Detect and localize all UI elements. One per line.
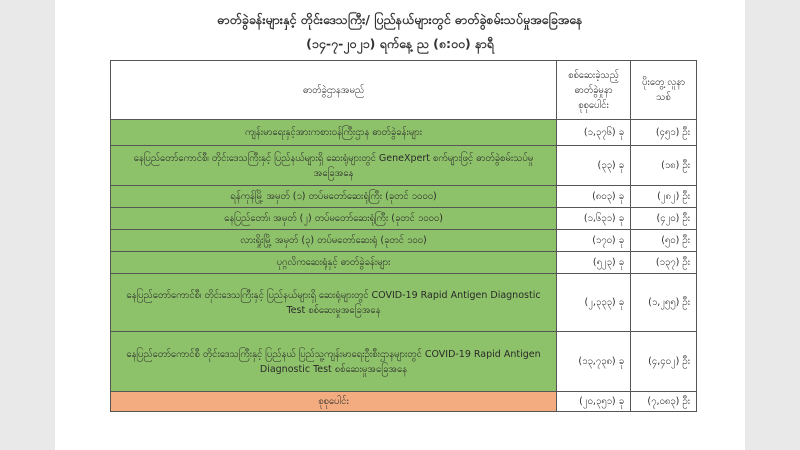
header-tested: စစ်ဆေးခဲ့သည့် ဓာတ်ခွဲမှုနာ စုစုပေါင်း [557, 61, 631, 120]
table-row [111, 252, 697, 274]
table-row [111, 274, 697, 332]
positive-cell: (၁၈) ဦး [631, 146, 697, 186]
table-row [111, 230, 697, 252]
title-line-2: (၁၄-၇-၂၀၂၁) ရက်နေ့ ည (၈:၀၀) နာရီ [306, 36, 494, 51]
lab-name-cell: ပုဂ္ဂလိကဆေးရုံနှင့် ဓာတ်ခွဲခန်းများ [111, 252, 557, 274]
tested-cell: (၃၃) ခု [557, 146, 631, 186]
lab-name-cell: နေပြည်တော်ကောင်စီ၊ တိုင်းဒေသကြီးနှင့် ပြည်နယ်များရှိ ဆေးရုံများတွင် GeneXpert စက်များဖြင့် ဓာတ်ခွဲစမ်းသပ်မှုအခြေအနေ [111, 146, 557, 186]
testing-table [110, 60, 697, 412]
header-row [111, 61, 697, 120]
positive-cell: (၄၅၁) ဦး [631, 120, 697, 146]
total-tested: (၂၀,၃၅၁) ခု [557, 392, 631, 412]
table-row [111, 208, 697, 230]
document-sheet [55, 0, 745, 450]
total-row [111, 392, 697, 412]
positive-cell: (၄,၄၀၂) ဦး [631, 332, 697, 392]
lab-name-cell: နေပြည်တော်၊ အမှတ် (၂) တပ်မတော်ဆေးရုံကြီး (ခုတင် ၁၀၀၀) [111, 208, 557, 230]
positive-cell: (၁,၂၅၅) ဦး [631, 274, 697, 332]
tested-cell: (၁၃,၇၃၈) ခု [557, 332, 631, 392]
positive-cell: (၄၂၀) ဦး [631, 208, 697, 230]
table-row [111, 186, 697, 208]
tested-cell: (၁,၃၇၆) ခု [557, 120, 631, 146]
lab-name-cell: လားရှိုးမြို့ အမှတ် (၃) တပ်မတော်ဆေးရုံ (ခုတင် ၁၀၀) [111, 230, 557, 252]
tested-cell: (၈၀၃) ခု [557, 186, 631, 208]
lab-name-cell: နေပြည်တော်ကောင်စီ တိုင်းဒေသကြီးနှင့် ပြည်နယ် ပြည်သူ့ကျန်းမာရေးဦးစီးဌာနများတွင် COVID-19 Rapid Antigen Diagnostic Test စစ်ဆေးမှုအခြေအနေ [111, 332, 557, 392]
tested-cell: (၁၇၀) ခု [557, 230, 631, 252]
header-positive: ပိုးတွေ့ လူနာသစ် [631, 61, 697, 120]
total-label: စုစုပေါင်း [111, 392, 557, 412]
lab-name-cell: ရန်ကုန်မြို့ အမှတ် (၁) တပ်မတော်ဆေးရုံကြီး (ခုတင် ၁၀၀၀) [111, 186, 557, 208]
table-row [111, 332, 697, 392]
header-lab-name: ဓာတ်ခွဲဌာနအမည် [111, 61, 557, 120]
table-row [111, 120, 697, 146]
tested-cell: (၁,၆၃၁) ခု [557, 208, 631, 230]
tested-cell: (၂,၃၃၃) ခု [557, 274, 631, 332]
positive-cell: (၁၃၇) ဦး [631, 252, 697, 274]
tested-cell: (၅၂၃) ခု [557, 252, 631, 274]
title-line-1: ဓာတ်ခွဲခန်းများနှင့် တိုင်းဒေသကြီး/ ပြည်နယ်များတွင် ဓာတ်ခွဲစမ်းသပ်မှုအခြေအနေ [217, 12, 583, 27]
lab-name-cell: ကျန်းမာရေးနှင့်အားကစားဝန်ကြီးဌာန ဓာတ်ခွဲခန်းများ [111, 120, 557, 146]
total-positive: (၇,၀၈၃) ဦး [631, 392, 697, 412]
positive-cell: (၂၈၂) ဦး [631, 186, 697, 208]
positive-cell: (၅၀) ဦး [631, 230, 697, 252]
lab-name-cell: နေပြည်တော်ကောင်စီ၊ တိုင်းဒေသကြီးနှင့် ပြည်နယ်များရှိ ဆေးရုံများတွင် COVID-19 Rapid Antigen Diagnostic Test စစ်ဆေးမှုအခြေအနေ [111, 274, 557, 332]
table-row [111, 146, 697, 186]
